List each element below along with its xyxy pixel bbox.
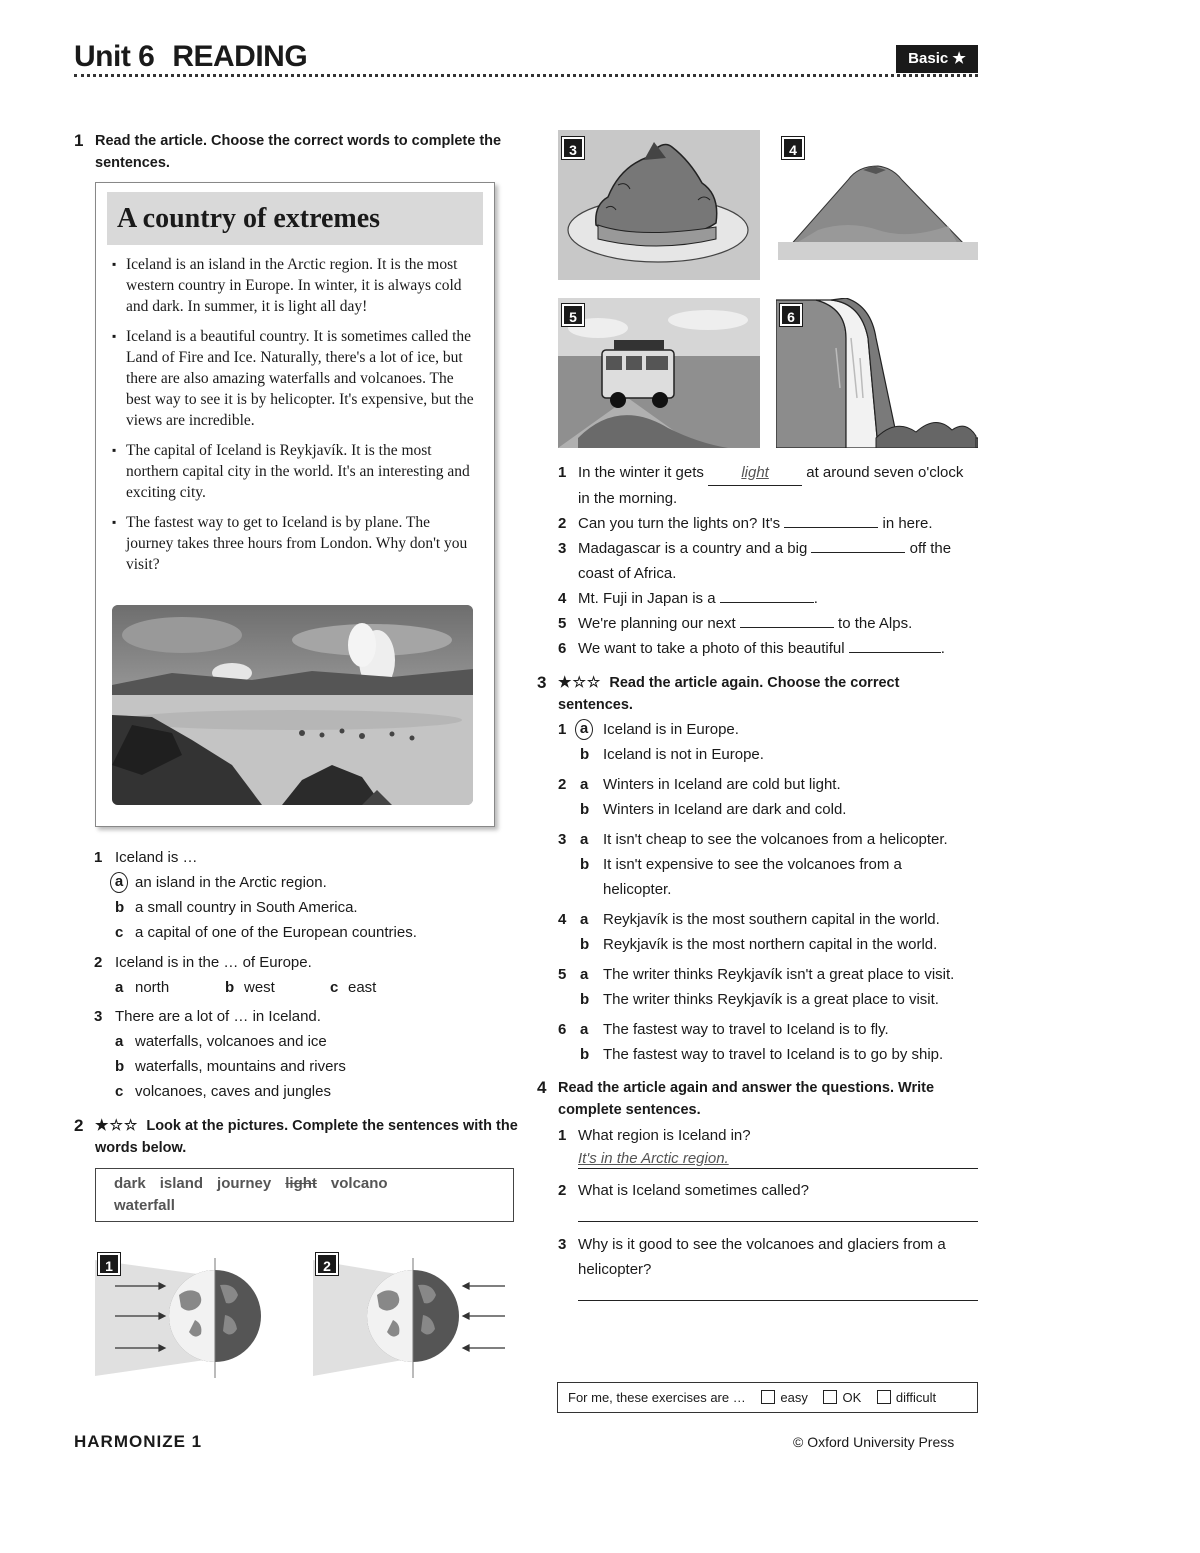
picture-number: 6	[780, 304, 802, 326]
header-divider	[74, 74, 978, 77]
ex1-question-3: 3 There are a lot of … in Iceland. a waterfalls, volcanoes and ice b waterfalls, mountains and rivers c volcanoes, caves and jungles	[94, 1004, 514, 1104]
option-row[interactable]: a waterfalls, volcanoes and ice	[115, 1033, 327, 1050]
answer-line[interactable]: It's in the Arctic region.	[578, 1148, 978, 1169]
option-text[interactable]: west	[244, 979, 275, 996]
word: waterfall	[114, 1197, 175, 1214]
self-assessment-box: For me, these exercises are … easy OK difficult	[557, 1382, 978, 1413]
ex2-instruction: 2 ★☆☆ Look at the pictures. Complete the sentences with the words below.	[74, 1116, 518, 1156]
choice-row[interactable]: 2 a Winters in Iceland are cold but light.	[558, 776, 841, 793]
choice-row[interactable]: b The writer thinks Reykjavík is a great place to visit.	[580, 991, 939, 1008]
checkbox-easy[interactable]	[761, 1390, 775, 1404]
word: island	[159, 1175, 204, 1192]
choice-row[interactable]: b The fastest way to travel to Iceland is to go by ship.	[580, 1046, 944, 1063]
answer-blank[interactable]	[740, 627, 834, 628]
picture-van-journey	[558, 298, 760, 448]
sentence: 2 Can you turn the lights on? It's in here.	[558, 515, 933, 532]
option-row[interactable]: c volcanoes, caves and jungles	[115, 1083, 331, 1100]
difficulty-stars: ★☆☆	[558, 674, 602, 691]
word-used: light	[285, 1175, 317, 1192]
checkbox-ok[interactable]	[823, 1390, 837, 1404]
ex1-instruction: 1 Read the article. Choose the correct words to complete the sentences.	[74, 131, 502, 171]
choice-row[interactable]: 4 a Reykjavík is the most southern capital in the world.	[558, 911, 940, 928]
selected-answer-circle: a	[575, 719, 593, 740]
answer-line[interactable]	[578, 1203, 978, 1222]
iceland-lagoon-photo	[112, 605, 473, 805]
ex3-items	[558, 717, 988, 1067]
option-row[interactable]: a an island in the Arctic region.	[94, 870, 514, 895]
ex4-q2: 2 What is Iceland sometimes called?	[558, 1178, 978, 1222]
word-box	[95, 1168, 514, 1222]
picture-number: 1	[98, 1253, 120, 1275]
choice-row[interactable]: b Reykjavík is the most northern capital in the world.	[580, 936, 938, 953]
picture-number: 4	[782, 137, 804, 159]
ex4-q1: 1 What region is Iceland in? It's in the Arctic region.	[558, 1123, 978, 1169]
answer-blank[interactable]	[784, 527, 878, 528]
sentence: 6 We want to take a photo of this beautiful .	[558, 640, 945, 657]
picture-earth-night	[313, 1250, 513, 1380]
picture-volcano	[778, 130, 978, 280]
option-row[interactable]: b waterfalls, mountains and rivers	[115, 1058, 346, 1075]
answer-blank[interactable]	[720, 602, 814, 603]
article-text	[112, 254, 474, 584]
choice-row[interactable]: 6 a The fastest way to travel to Iceland is to fly.	[558, 1021, 889, 1038]
ex2-sentences	[558, 460, 978, 661]
choice-row[interactable]: b Winters in Iceland are dark and cold.	[580, 801, 847, 818]
selected-answer-circle: a	[110, 872, 128, 893]
ex1-question-2: 2 Iceland is in the … of Europe. a north b west c east	[94, 950, 514, 1000]
article-paragraph: ▪ Iceland is an island in the Arctic region. It is the most western country in Europe. In winter, it is always cold and dark. In summer, it is light all day!	[112, 254, 474, 317]
picture-waterfall	[776, 298, 978, 448]
choice-row[interactable]: 5 a The writer thinks Reykjavík isn't a great place to visit.	[558, 966, 955, 983]
word: dark	[114, 1175, 146, 1192]
sentence: 4 Mt. Fuji in Japan is a .	[558, 590, 818, 607]
choice-row[interactable]: 1 a Iceland is in Europe.	[558, 720, 739, 738]
picture-number: 5	[562, 304, 584, 326]
ex4-instruction: 4 Read the article again and answer the questions. Write complete sentences.	[537, 1078, 935, 1118]
ex4-q3: 3 Why is it good to see the volcanoes and glaciers from a helicopter?	[558, 1232, 978, 1301]
picture-number: 3	[562, 137, 584, 159]
answer-blank[interactable]	[849, 652, 941, 653]
option-text[interactable]: north	[135, 979, 170, 996]
article-paragraph: ▪ Iceland is a beautiful country. It is sometimes called the Land of Fire and Ice. Naturally, there's a lot of ice, but there are also amazing waterfalls and volcanoes. The best way to see it is by helicopter. It's expensive, but the views are incredible.	[112, 326, 474, 431]
brand-footer: HARMONIZE 1	[74, 1432, 203, 1451]
choice-row[interactable]: b Iceland is not in Europe.	[580, 746, 764, 763]
picture-island	[558, 130, 760, 280]
checkbox-difficult[interactable]	[877, 1390, 891, 1404]
picture-earth-day	[95, 1250, 295, 1380]
ex1-question-1: 1 Iceland is … a an island in the Arctic region. b a small country in South America. c a capital of one of the European countries.	[94, 845, 514, 945]
page-title: Unit 6 READING	[74, 40, 308, 73]
sentence: 3 Madagascar is a country and a big off the coast of Africa.	[558, 540, 952, 582]
option-row[interactable]: b a small country in South America.	[115, 899, 358, 916]
difficulty-stars: ★☆☆	[95, 1117, 139, 1134]
answer-blank[interactable]: light	[708, 460, 802, 486]
article-paragraph: ▪ The capital of Iceland is Reykjavík. It is the most northern capital city in the world. It's an interesting and exciting city.	[112, 440, 474, 503]
word: volcano	[330, 1175, 388, 1192]
answer-line[interactable]	[578, 1282, 978, 1301]
word: journey	[217, 1175, 272, 1192]
answer-blank[interactable]	[811, 552, 905, 553]
ex3-instruction: 3 ★☆☆ Read the article again. Choose the correct sentences.	[537, 673, 900, 713]
sentence: 5 We're planning our next to the Alps.	[558, 615, 913, 632]
picture-number: 2	[316, 1253, 338, 1275]
article-title: A country of extremes	[107, 192, 483, 245]
level-badge: Basic ★	[896, 45, 978, 73]
sentence: 1 In the winter it gets light at around seven o'clock in the morning.	[558, 460, 978, 511]
copyright: © Oxford University Press	[793, 1434, 955, 1450]
article-paragraph: ▪ The fastest way to get to Iceland is by plane. The journey takes three hours from London. Why don't you visit?	[112, 512, 474, 575]
option-text[interactable]: east	[348, 979, 377, 996]
choice-row[interactable]: b It isn't expensive to see the volcanoes from a helicopter.	[580, 856, 902, 898]
choice-row[interactable]: 3 a It isn't cheap to see the volcanoes from a helicopter.	[558, 831, 948, 848]
option-row[interactable]: c a capital of one of the European countries.	[115, 924, 417, 941]
